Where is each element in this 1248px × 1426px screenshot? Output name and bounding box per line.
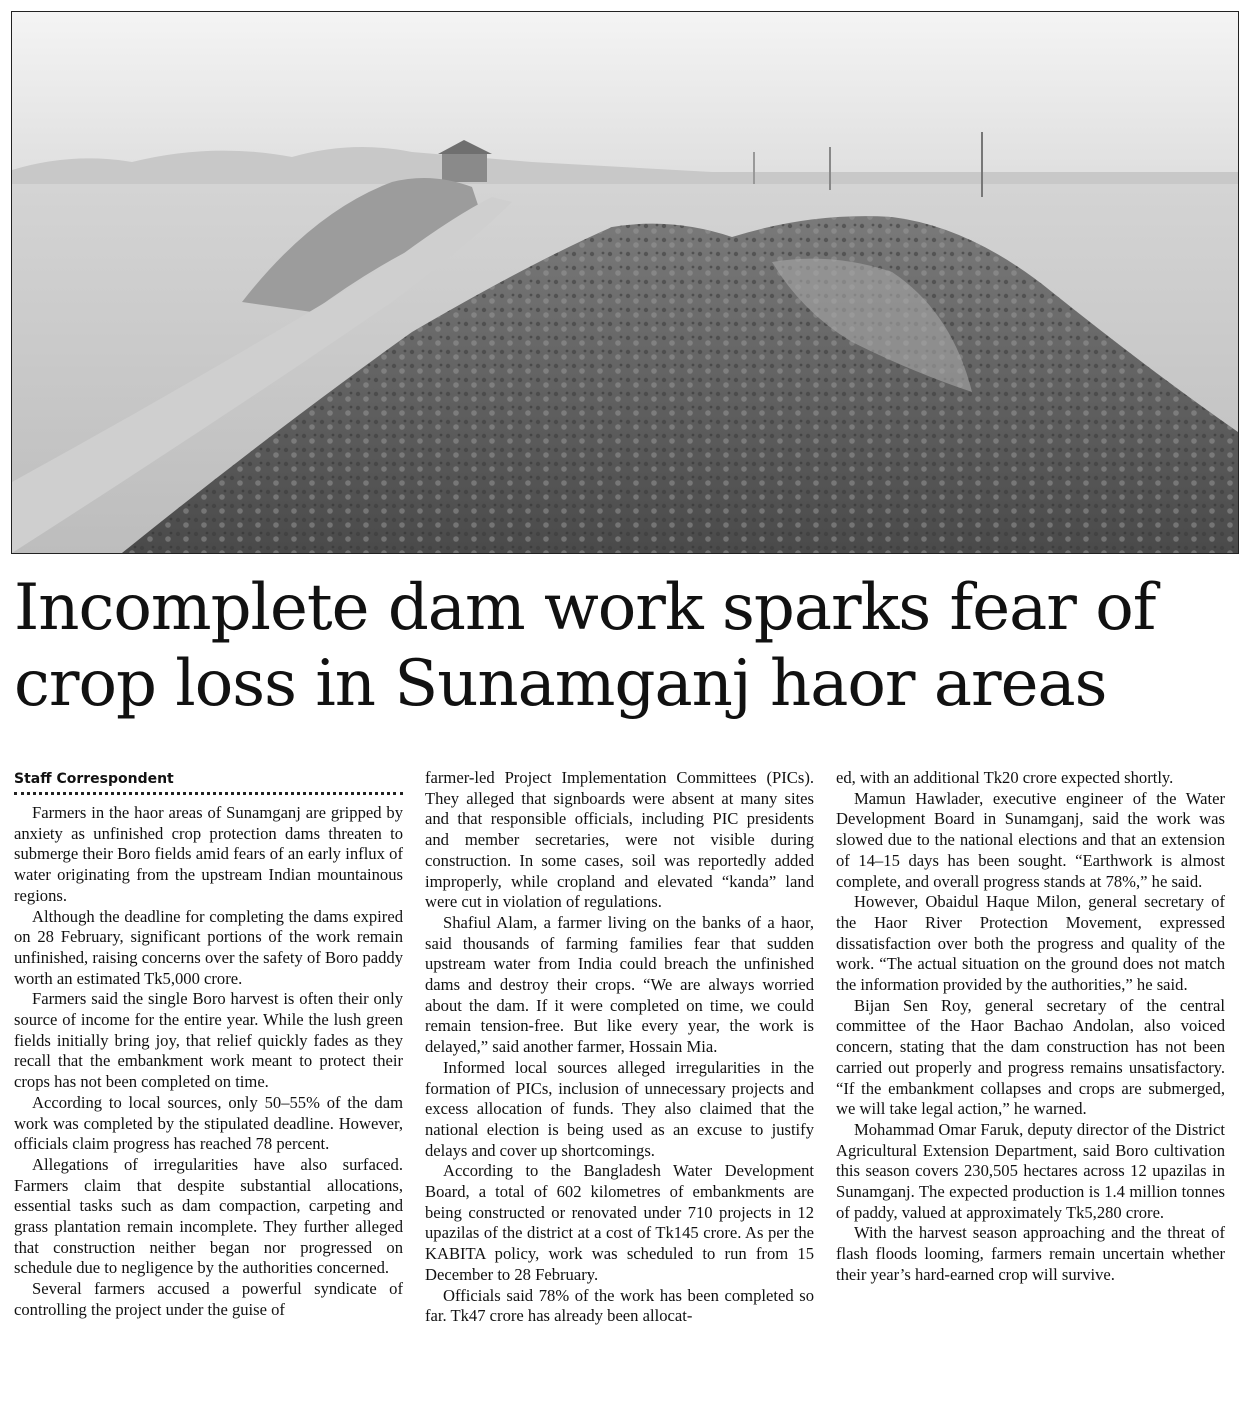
paragraph: Although the deadline for completing the dams expired on 28 February, significant portions of the work remain unfinished, raising concerns over the safety of Boro paddy worth an estimated Tk5,000 crore. — [14, 906, 403, 988]
paragraph: Farmers said the single Boro harvest is often their only source of income for the entire year. While the lush green fields initially bring joy, that relief quickly fades as they recall that the embankment work meant to protect their crops has not been completed on time. — [14, 989, 403, 1092]
photo-illustration — [12, 12, 1238, 553]
paragraph: Mohammad Omar Faruk, deputy director of the District Agricultural Extension Department, said Boro cultivation this season covers 230,505 hectares across 12 upazilas in Sunamganj. The expected production is 1.4 million tonnes of paddy, valued at approximately Tk5,280 crore. — [836, 1119, 1225, 1222]
paragraph: Mamun Hawlader, executive engineer of the Water Development Board in Sunamganj, said the work was slowed due to the national elections and that an extension of 14–15 days has been sought. “Earthwork is almost complete, and overall progress stands at 78%,” he said. — [836, 788, 1225, 891]
paragraph: With the harvest season approaching and the threat of flash floods looming, farmers remain uncertain whether their year’s hard-earned crop will survive. — [836, 1223, 1225, 1284]
article-column-3 — [836, 768, 1225, 1286]
paragraph: Shafiul Alam, a farmer living on the banks of a haor, said thousands of farming families fear that sudden upstream water from India could breach the unfinished dams and destroy their crops. “We are always worried about the dam. If it were completed on time, we could remain tension-free. But like every year, the work is delayed,” said another farmer, Hossain Mia. — [425, 912, 814, 1057]
paragraph: According to the Bangladesh Water Development Board, a total of 602 kilometres of embankments are being constructed or renovated under 710 projects in 12 upazilas of the district at a cost of Tk145 crore. As per the KABITA policy, work was scheduled to run from 15 December to 28 February. — [425, 1161, 814, 1284]
paragraph: Allegations of irregularities have also surfaced. Farmers claim that despite substantial allocations, essential tasks such as dam compaction, carpeting and grass plantation remain incomplete. They further alleged that construction neither began nor progressed on schedule due to negligence by the authorities concerned. — [14, 1154, 403, 1278]
paragraph: Bijan Sen Roy, general secretary of the central committee of the Haor Bachao Andolan, also voiced concern, stating that the dam construction has not been carried out properly and progress remains unsatisfactory. “If the embankment collapses and crops are submerged, we will take legal action,” he warned. — [836, 995, 1225, 1119]
paragraph: Officials said 78% of the work has been completed so far. Tk47 crore has already been allocat- — [425, 1285, 814, 1326]
byline: Staff Correspondent — [14, 771, 174, 787]
paragraph: farmer-led Project Implementation Committees (PICs). They alleged that signboards were absent at many sites and that responsible officials, including PIC presidents and member secretaries, were not visible during construction. In some cases, soil was reportedly added improperly, while cropland and elevated “kanda” land were cut in violation of regulations. — [425, 768, 814, 912]
paragraph: ed, with an additional Tk20 crore expected shortly. — [836, 768, 1174, 787]
paragraph: Informed local sources alleged irregularities in the formation of PICs, inclusion of unnecessary projects and excess allocation of funds. They also claimed that the national election is being used as an excuse to justify delays and cover up shortcomings. — [425, 1057, 814, 1160]
paragraph: According to local sources, only 50–55% of the dam work was completed by the stipulated deadline. However, officials claim progress has reached 78 percent. — [14, 1092, 403, 1154]
paragraph: Several farmers accused a powerful syndicate of controlling the project under the guise of — [14, 1279, 403, 1319]
byline-divider — [14, 792, 403, 795]
article-column-2 — [425, 768, 814, 1327]
article-column-1 — [14, 768, 403, 1321]
paragraph: However, Obaidul Haque Milon, general secretary of the Haor River Protection Movement, expressed dissatisfaction over both the progress and quality of the work. “The actual situation on the ground does not match the information provided by the authorities,” he said. — [836, 892, 1225, 995]
embankment-photo — [11, 11, 1239, 554]
headline: Incomplete dam work sparks fear of crop loss in Sunamganj haor areas — [14, 571, 1156, 721]
paragraph: Farmers in the haor areas of Sunamganj are gripped by anxiety as unfinished crop protection dams threaten to submerge their Boro fields amid fears of an early influx of water originating from the upstream Indian mountainous regions. — [14, 803, 403, 905]
